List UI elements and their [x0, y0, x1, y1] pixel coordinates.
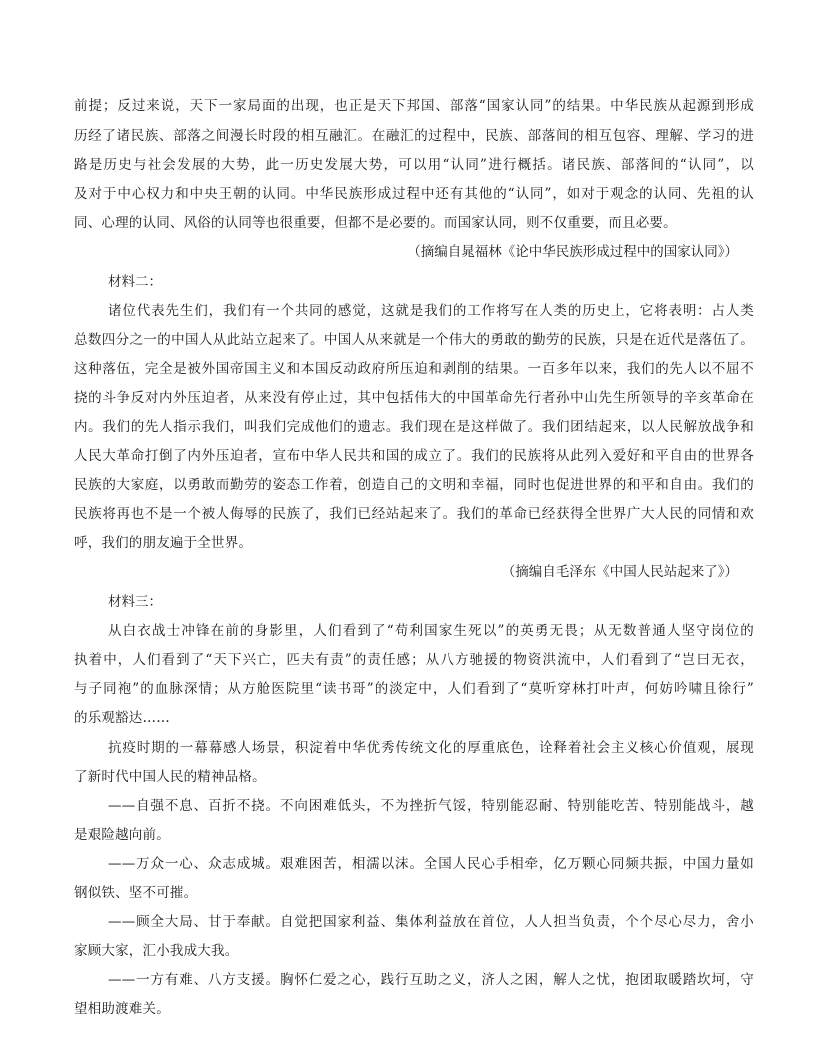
m2-source: （摘编自毛泽东《中国人民站起来了》） — [501, 564, 738, 580]
m3-line-1: 从白衣战士冲锋在前的身影里，人们看到了“苟利国家生死以”的英勇无畏；从无数普通人坚守岗位的 — [108, 623, 754, 639]
m1-line-5: 同、心理的认同、风俗的认同等也很重要，但都不是必要的。而国家认同，则不仅重要，而且必要。 — [74, 215, 677, 231]
m2-line-7: 民族的大家庭，以勇敢而勤劳的姿态工作着，创造自己的文明和幸福，同时也促进世界的和平和自由。我们的 — [74, 477, 754, 493]
m1-line-3: 路是历史与社会发展的大势，此一历史发展大势，可以用“认同”进行概括。诸民族、部落间的“认同”，以 — [74, 157, 754, 173]
m1-line-2: 历经了诸民族、部落之间漫长时段的相互融汇。在融汇的过程中，民族、部落间的相互包容、理解、学习的进 — [74, 128, 754, 144]
m2-line-9: 呼，我们的朋友遍于全世界。 — [74, 535, 253, 551]
m2-line-1: 诸位代表先生们，我们有一个共同的感觉，这就是我们的工作将写在人类的历史上，它将表明：占人类 — [108, 303, 754, 319]
m3-line-2: 执着中，人们看到了“天下兴亡，匹夫有责”的责任感；从八方驰援的物资洪流中，人们看到了“岂曰无衣， — [74, 652, 754, 668]
m1-line-1: 前提；反过来说，天下一家局面的出现，也正是天下邦国、部落“国家认同”的结果。中华民族从起源到形成 — [74, 98, 754, 114]
m3-line-5: 抗疫时期的一幕幕感人场景，积淀着中华优秀传统文化的厚重底色，诠释着社会主义核心价值观，展现 — [108, 740, 754, 756]
m1-line-4: 及对于中心权力和中央王朝的认同。中华民族形成过程中还有其他的“认同”，如对于观念的认同、先祖的认 — [74, 186, 754, 202]
m3-line-10: 钢似铁、坚不可摧。 — [74, 885, 198, 901]
m2-line-5: 内。我们的先人指示我们，叫我们完成他们的遗志。我们现在是这样做了。我们团结起来，以人民解放战争和 — [74, 419, 754, 435]
m2-label: 材料二： — [108, 274, 162, 290]
m3-line-8: 是艰险越向前。 — [74, 827, 170, 843]
m3-line-13: ——一方有难、八方支援。胸怀仁爱之心，践行互助之义，济人之困，解人之忧，抱团取暖踏坎坷，守 — [108, 972, 754, 988]
m2-line-3: 这种落伍，完全是被外国帝国主义和本国反动政府所压迫和剥削的结果。一百多年以来，我们的先人以不屈不 — [74, 361, 754, 377]
m3-line-6: 了新时代中国人民的精神品格。 — [74, 769, 266, 785]
m3-line-12: 家顾大家，汇小我成大我。 — [74, 943, 239, 959]
m2-line-6: 人民大革命打倒了内外压迫者，宣布中华人民共和国的成立了。我们的民族将从此列入爱好和平自由的世界各 — [74, 448, 754, 464]
m3-line-7: ——自强不息、百折不挠。不向困难低头，不为挫折气馁，特别能忍耐、特别能吃苦、特别能战斗，越 — [108, 798, 754, 814]
m3-label: 材料三： — [108, 594, 162, 610]
m2-line-2: 总数四分之一的中国人从此站立起来了。中国人从来就是一个伟大的勇敢的勤劳的民族，只是在近代是落伍了。 — [74, 332, 754, 348]
m3-line-9: ——万众一心、众志成城。艰难困苦，相濡以沫。全国人民心手相牵，亿万颗心同频共振，中国力量如 — [108, 856, 754, 872]
m1-source: （摘编自晁福林《论中华民族形成过程中的国家认同》） — [407, 244, 738, 260]
m3-line-14: 望相助渡难关。 — [74, 1001, 170, 1017]
m3-line-3: 与子同袍”的血脉深情；从方舱医院里“读书哥”的淡定中，人们看到了“莫听穿林打叶声，何妨吟啸且徐行” — [74, 681, 754, 697]
m3-line-4: 的乐观豁达…… — [74, 710, 170, 726]
m2-line-8: 民族将再也不是一个被人侮辱的民族了，我们已经站起来了。我们的革命已经获得全世界广大人民的同情和欢 — [74, 506, 754, 522]
m3-line-11: ——顾全大局、甘于奉献。自觉把国家利益、集体利益放在首位，人人担当负责，个个尽心尽力，舍小 — [108, 914, 754, 930]
m2-line-4: 挠的斗争反对内外压迫者，从来没有停止过，其中包括伟大的中国革命先行者孙中山先生所领导的辛亥革命在 — [74, 390, 754, 406]
